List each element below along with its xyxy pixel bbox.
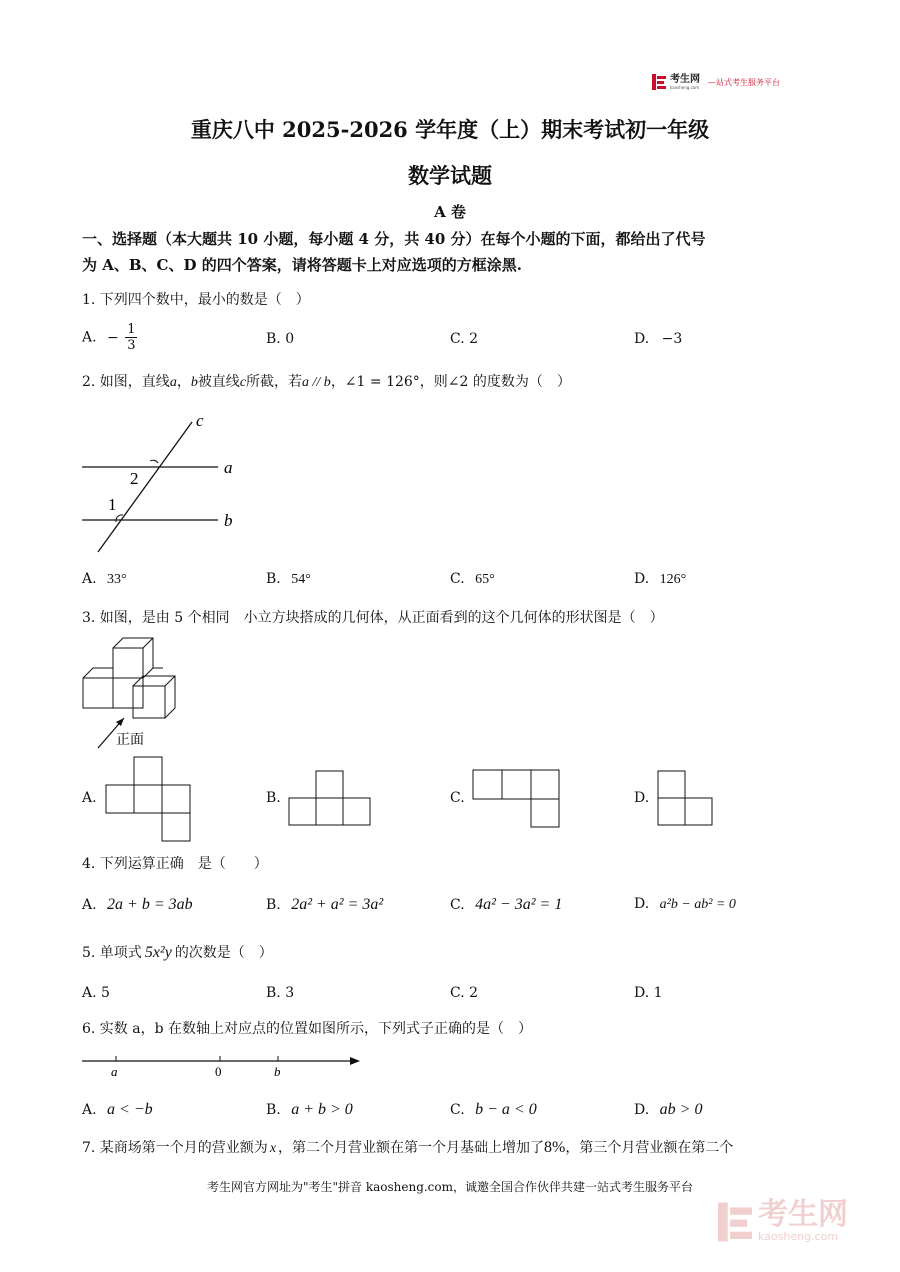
q2-var-c: c: [239, 375, 247, 390]
q6-option-d-label: D.: [634, 1102, 650, 1118]
exam-title: 重庆八中 2025-2026 学年度（上）期末考试初一年级: [190, 117, 710, 142]
q5-stem-part2: 的次数是（ ）: [174, 945, 273, 961]
question-1-stem: 1. 下列四个数中，最小的数是（ ）: [82, 292, 310, 308]
q2-comma: ，: [176, 374, 191, 390]
q3-option-a-label: A.: [82, 790, 97, 806]
q4-option-c-label: C.: [450, 897, 465, 913]
q2-stem-part3: 所截，若: [246, 374, 303, 390]
q6-option-b-label: B.: [266, 1102, 281, 1118]
q2-option-d-value: 126°: [659, 572, 687, 587]
q7-var-x: x: [269, 1141, 277, 1156]
volume-title: A 卷: [434, 203, 466, 221]
q7-stem-part1: 7. 某商场第一个月的营业额为: [82, 1140, 268, 1156]
section-heading: [82, 226, 822, 278]
q1-option-d-value: −3: [661, 331, 683, 347]
q6-option-a-label: A.: [82, 1102, 97, 1118]
angle-2-arc: [150, 460, 158, 463]
q3-option-d-figure: [656, 770, 716, 828]
label-angle-2: 2: [130, 469, 139, 488]
q5-option-a: A. 5: [82, 985, 110, 1001]
q2-option-a: [82, 571, 127, 588]
page-footer: 考生网官方网址为"考生"拼音 kaosheng.com，诚邀全国合作伙伴共建一站式考生服务平台: [206, 1180, 694, 1194]
question-3-stem: 3. 如图，是由 5 个相同 小立方块搭成的几何体，从正面看到的这个几何体的形状图是（ ）: [82, 610, 664, 626]
front-label: 正面: [116, 732, 144, 748]
q1-option-a-label: A.: [82, 329, 97, 346]
number-line-arrow-icon: [350, 1057, 360, 1065]
q4-option-d-label: D.: [634, 896, 650, 912]
q1-option-c: C. 2: [450, 331, 479, 347]
q2-option-a-value: 33°: [107, 572, 127, 587]
q3-option-a-figure: [104, 756, 194, 842]
label-angle-1: 1: [108, 495, 117, 514]
q4-option-a: [82, 896, 193, 914]
q1-option-d: [634, 331, 682, 347]
q6-option-a: [82, 1101, 153, 1119]
question-7-stem: [82, 1137, 842, 1157]
axis-label-0: 0: [215, 1064, 222, 1079]
question-2-stem: [82, 371, 571, 391]
q6-option-b-expr: a + b > 0: [291, 1101, 353, 1118]
q1-option-a-sign: −: [107, 329, 119, 346]
q1-fraction-denominator: 3: [127, 338, 136, 353]
q4-option-b: [266, 896, 383, 914]
q1-option-b: B. 0: [266, 331, 295, 347]
q7-stem-part3: ，第三个月营业额在第二个: [565, 1140, 734, 1156]
watermark-logo-icon: [718, 1202, 752, 1242]
section-heading-line1: 一、选择题（本大题共 10 小题，每小题 4 分，共 40 分）在每个小题的下面，都给出了代号: [82, 230, 706, 248]
q2-stem-part2: 被直线: [197, 374, 240, 390]
q4-option-b-expr: 2a² + a² = 3a²: [291, 896, 384, 913]
q2-option-c: [450, 571, 495, 588]
q2-stem-part4: ，∠1 = 126°，则∠2 的度数为（ ）: [330, 374, 571, 390]
section-heading-line2: 为 A、B、C、D 的四个答案，请将答题卡上对应选项的方框涂黑.: [82, 256, 522, 274]
question-5-stem: [82, 942, 273, 962]
q1-option-a: [82, 322, 137, 353]
q2-option-b: [266, 571, 311, 588]
logo-slogan: —站式考生服务平台: [708, 77, 780, 87]
q1-option-a-fraction: [125, 322, 137, 353]
q6-option-b: [266, 1101, 353, 1119]
subject-title: 数学试题: [408, 163, 492, 188]
q2-option-b-value: 54°: [291, 572, 311, 587]
label-a: a: [224, 458, 233, 477]
line-c: [98, 422, 192, 552]
q5-option-b: B. 3: [266, 985, 295, 1001]
q6-option-a-expr: a < −b: [107, 1101, 153, 1118]
axis-label-b: b: [274, 1064, 281, 1079]
q6-number-line: [80, 1052, 370, 1082]
axis-label-a: a: [111, 1064, 118, 1079]
q5-stem-part1: 5. 单项式: [82, 945, 142, 961]
logo-icon: [652, 74, 666, 90]
q2-option-a-label: A.: [82, 571, 97, 587]
q5-option-c: C. 2: [450, 985, 479, 1001]
q4-option-a-expr: 2a + b = 3ab: [107, 896, 193, 913]
question-4-stem: 4. 下列运算正确 是（ ）: [82, 856, 268, 872]
q6-option-d-expr: ab > 0: [659, 1101, 703, 1118]
q2-option-c-label: C.: [450, 571, 465, 587]
q3-option-c-figure: [471, 769, 561, 829]
q6-option-d: [634, 1101, 702, 1119]
label-c: c: [196, 411, 204, 430]
q4-option-d-expr: a²b − ab² = 0: [659, 897, 736, 912]
q5-monomial: 5x²y: [144, 944, 172, 961]
q1-fraction-numerator: 1: [127, 322, 136, 337]
q4-option-c-expr: 4a² − 3a² = 1: [475, 896, 563, 913]
header-logo: [652, 74, 780, 90]
watermark-sub: kaosheng.com: [758, 1230, 839, 1243]
q2-var-b: b: [190, 375, 198, 390]
q4-option-a-label: A.: [82, 897, 97, 913]
q2-option-d-label: D.: [634, 571, 650, 587]
logo-sub: kaosheng.com: [670, 84, 700, 90]
question-6-stem: 6. 实数 a，b 在数轴上对应点的位置如图所示，下列式子正确的是（ ）: [82, 1021, 533, 1037]
q2-option-b-label: B.: [266, 571, 281, 587]
q2-stem-part1: 2. 如图，直线: [82, 374, 170, 390]
q1-option-d-label: D.: [634, 331, 650, 347]
q4-option-c: [450, 896, 562, 914]
q6-option-c-label: C.: [450, 1102, 465, 1118]
q4-option-d: [634, 896, 736, 913]
q2-option-c-value: 65°: [475, 572, 495, 587]
q6-option-c: [450, 1101, 537, 1119]
q2-option-d: [634, 571, 686, 588]
q3-option-c-label: C.: [450, 790, 465, 806]
logo-text: 考生网: [670, 73, 700, 85]
q3-cube-figure: [80, 634, 200, 754]
q5-option-d: D. 1: [634, 985, 663, 1001]
q3-option-d-label: D.: [634, 790, 650, 806]
watermark: [718, 1197, 848, 1243]
q7-stem-part2: ，第二个月营业额在第一个月基础上增加了: [278, 1140, 545, 1156]
q2-parallel-lines-figure: [78, 408, 248, 558]
q4-option-b-label: B.: [266, 897, 281, 913]
q6-option-c-expr: b − a < 0: [475, 1101, 537, 1118]
label-b: b: [224, 511, 233, 530]
watermark-text: 考生网: [758, 1197, 848, 1232]
q2-var-a: a: [169, 375, 177, 390]
q7-percent: 8%: [544, 1139, 566, 1156]
q3-option-b-figure: [287, 770, 373, 826]
q2-parallel-condition: a // b: [302, 375, 331, 390]
q3-option-b-label: B.: [266, 790, 281, 806]
